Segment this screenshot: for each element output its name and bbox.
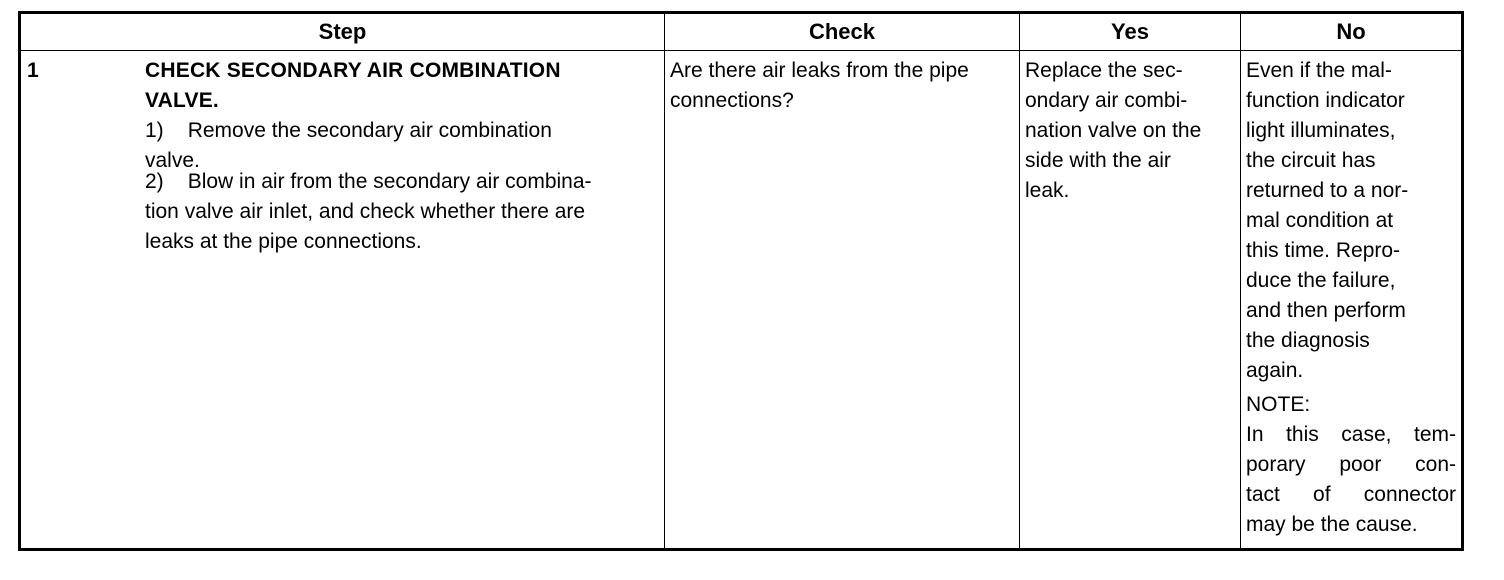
step-cell	[20, 51, 665, 550]
header-no: No	[1241, 13, 1463, 51]
yes-line: ondary air combi-	[1025, 89, 1188, 112]
no-line: Even if the mal-	[1246, 59, 1392, 82]
note-last-line: may be the cause.	[1246, 513, 1418, 536]
check-line1: Are there air leaks from the pipe	[670, 59, 969, 82]
step-item-2-number: 2)	[145, 170, 164, 193]
header-step: Step	[20, 13, 665, 51]
step-item-2-text: Blow in air from the secondary air combina-	[187, 170, 592, 193]
no-line: the circuit has	[1246, 149, 1376, 172]
step-item-1-number: 1)	[145, 119, 164, 142]
no-line: returned to a nor-	[1246, 179, 1409, 202]
step-title-line1: CHECK SECONDARY AIR COMBINATION	[145, 59, 561, 82]
step-body	[145, 56, 659, 257]
step-item-2-line2: tion valve air inlet, and check whether there are	[145, 200, 586, 223]
note-line: porary poor con-	[1246, 453, 1456, 476]
yes-line: side with the air	[1025, 149, 1171, 172]
yes-line: nation valve on the	[1025, 119, 1202, 142]
note-line: In this case, tem-	[1246, 423, 1456, 446]
no-line: function indicator	[1246, 89, 1405, 112]
step-title-line2: VALVE.	[145, 89, 219, 112]
no-cell	[1241, 51, 1463, 550]
header-row	[20, 13, 1463, 51]
no-line: light illuminates,	[1246, 119, 1396, 142]
no-line: mal condition at	[1246, 209, 1394, 232]
yes-cell	[1020, 51, 1241, 550]
table-row	[20, 51, 1463, 550]
step-item-2-line3: leaks at the pipe connections.	[145, 230, 422, 253]
yes-line: Replace the sec-	[1025, 59, 1183, 82]
no-line: this time. Repro-	[1246, 239, 1401, 262]
header-yes: Yes	[1020, 13, 1241, 51]
step-number: 1	[27, 59, 39, 82]
step-item-1-text: Remove the secondary air combination	[187, 119, 552, 142]
note-line: tact of connector	[1246, 483, 1456, 506]
check-cell	[665, 51, 1020, 550]
note-label: NOTE:	[1246, 393, 1311, 416]
diagnostic-table	[18, 11, 1464, 551]
yes-line: leak.	[1025, 179, 1070, 202]
step-item-1-line2: valve.	[145, 149, 200, 167]
no-line: and then perform	[1246, 299, 1406, 322]
no-line: duce the failure,	[1246, 269, 1396, 292]
step-item-1	[145, 116, 659, 146]
step-item-2	[145, 167, 659, 197]
no-line: again.	[1246, 359, 1304, 382]
check-line2: connections?	[670, 89, 794, 112]
no-line: the diagnosis	[1246, 329, 1370, 352]
header-check: Check	[665, 13, 1020, 51]
